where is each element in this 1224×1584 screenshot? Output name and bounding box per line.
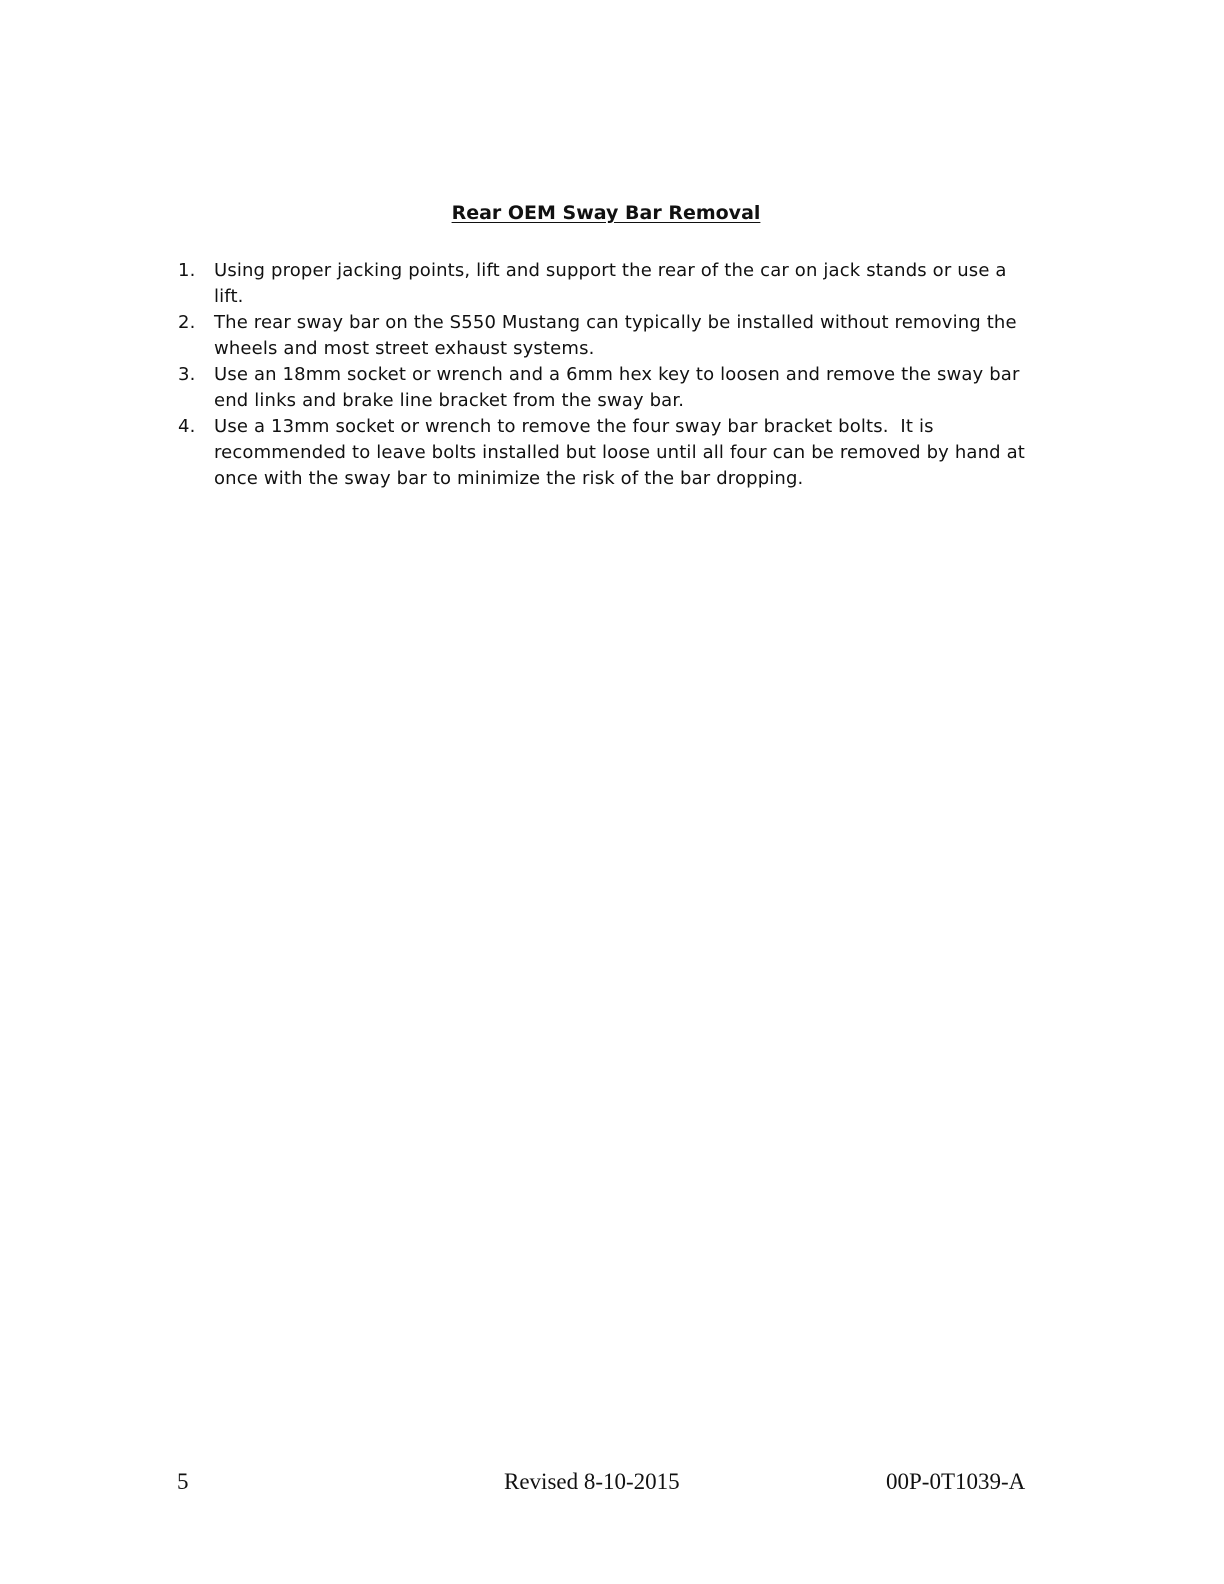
step-number: 3. xyxy=(178,364,196,385)
step-text: Use an 18mm socket or wrench and a 6mm hex key to loosen and remove the sway bar end links and brake line bracket from the sway bar. xyxy=(214,364,1020,411)
page-footer xyxy=(0,1467,1224,1499)
footer-revision-date: Revised 8-10-2015 xyxy=(504,1469,680,1494)
footer-page-number: 5 xyxy=(177,1469,189,1494)
step-item-3 xyxy=(176,362,1036,414)
step-number: 1. xyxy=(178,260,196,281)
step-text: Use a 13mm socket or wrench to remove the four sway bar bracket bolts. It is recommended to leave bolts installed but loose until all four can be removed by hand at once with the sway bar to minimize the risk of the bar dropping. xyxy=(214,416,1031,489)
step-number: 2. xyxy=(178,312,196,333)
step-item-2 xyxy=(176,310,1036,362)
page-title: Rear OEM Sway Bar Removal xyxy=(451,202,761,224)
instruction-steps-list xyxy=(176,258,1036,492)
step-text: Using proper jacking points, lift and support the rear of the car on jack stands or use a lift. xyxy=(214,260,1007,307)
step-text: The rear sway bar on the S550 Mustang can typically be installed without removing the wheels and most street exhaust systems. xyxy=(214,312,1017,359)
step-item-4 xyxy=(176,414,1036,492)
step-number: 4. xyxy=(178,416,196,437)
step-item-1 xyxy=(176,258,1036,310)
footer-document-code: 00P-0T1039-A xyxy=(886,1469,1026,1494)
